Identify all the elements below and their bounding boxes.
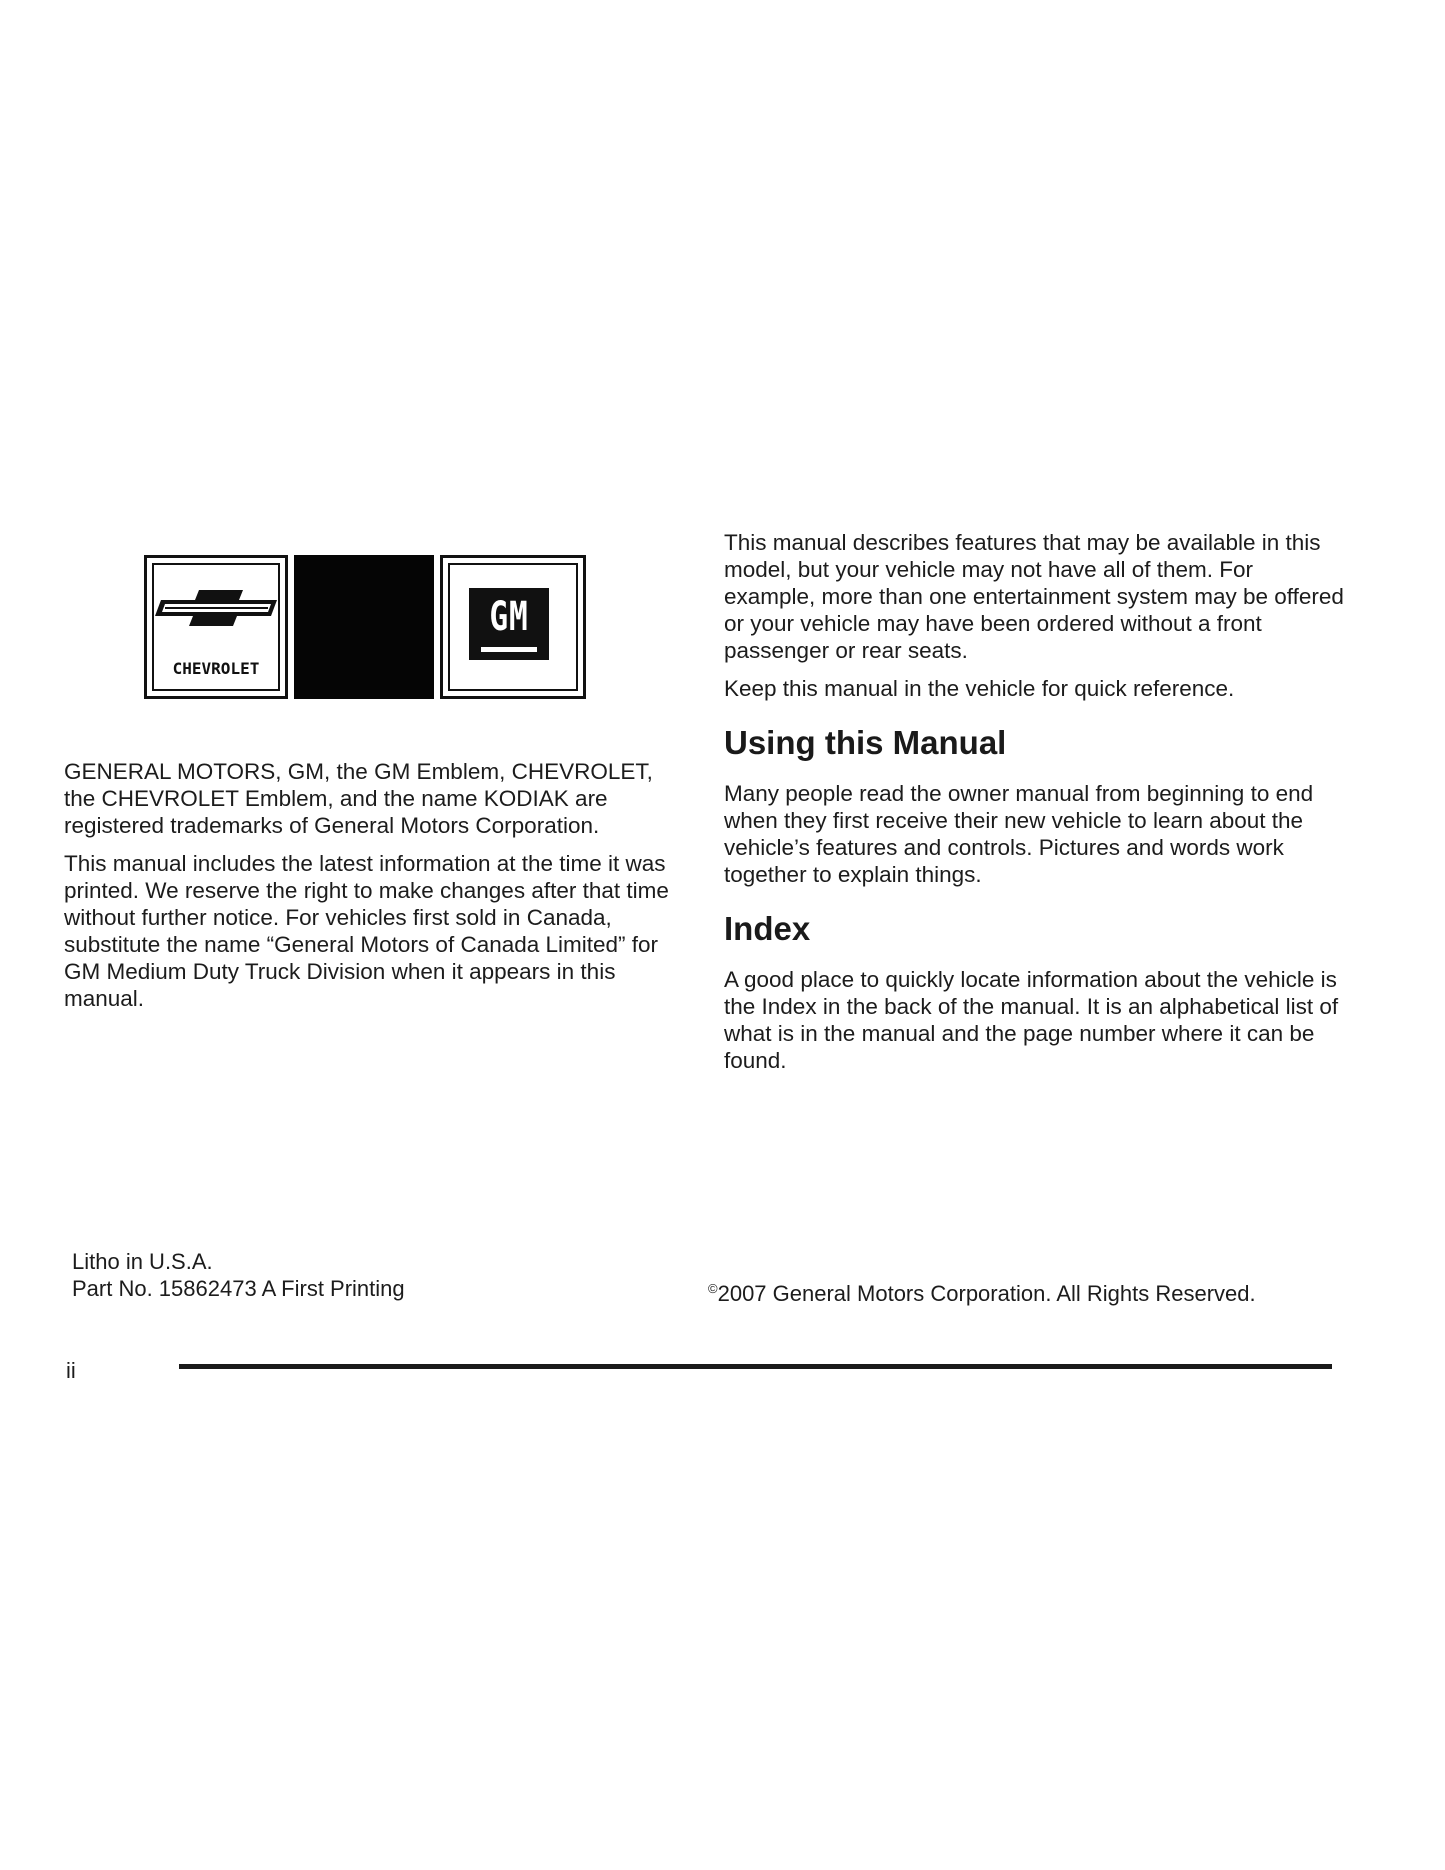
using-manual-heading: Using this Manual (724, 724, 1007, 761)
footer-rule (179, 1364, 1332, 1369)
gm-emblem-icon (469, 588, 549, 660)
index-heading: Index (724, 910, 811, 947)
gm-underline (481, 647, 537, 652)
page-number: ii (66, 1358, 76, 1383)
gm-logo (440, 555, 586, 699)
copyright-notice (708, 1275, 1256, 1307)
info-paragraph: This manual includes the latest information at the time it was printed. We reserve the right to make changes after that time without further notice. For vehicles first sold in Canada, substitute the name “General Motors of Canada Limited” for GM Medium Duty Truck Division when it appears in this manual. (64, 851, 669, 1011)
gm-wordmark: GM (489, 594, 529, 640)
litho-text: Litho in U.S.A. (72, 1249, 213, 1274)
features-paragraph: This manual describes features that may be available in this model, but your vehicle may not have all of them. For example, more than one entertainment system may be offered or your vehicle may have been ordered without a front passenger or rear seats. (724, 530, 1344, 663)
index-paragraph: A good place to quickly locate information about the vehicle is the Index in the back of the manual. It is an alphabetical list of what is in the manual and the page number where it can be found. (724, 967, 1339, 1073)
chevrolet-wordmark: CHEVROLET (172, 659, 260, 678)
black-panel (294, 555, 434, 699)
left-column (64, 758, 684, 1023)
copyright-text: 2007 General Motors Corporation. All Rights Reserved. (717, 1281, 1256, 1306)
keep-paragraph: Keep this manual in the vehicle for quick reference. (724, 676, 1235, 701)
chevrolet-bowtie-icon (155, 586, 283, 630)
copyright-symbol: © (708, 1281, 718, 1296)
brand-logos (144, 555, 586, 699)
trademark-paragraph: GENERAL MOTORS, GM, the GM Emblem, CHEVROLET, the CHEVROLET Emblem, and the name KODIAK are registered trademarks of General Motors Corporation. (64, 759, 653, 838)
part-number-text: Part No. 15862473 A First Printing (72, 1276, 405, 1301)
chevrolet-logo (144, 555, 288, 699)
print-info (72, 1248, 405, 1302)
using-manual-paragraph: Many people read the owner manual from beginning to end when they first receive their new vehicle to learn about the vehicle’s features and controls. Pictures and words work together to explain things. (724, 781, 1314, 887)
right-column (724, 529, 1344, 1085)
